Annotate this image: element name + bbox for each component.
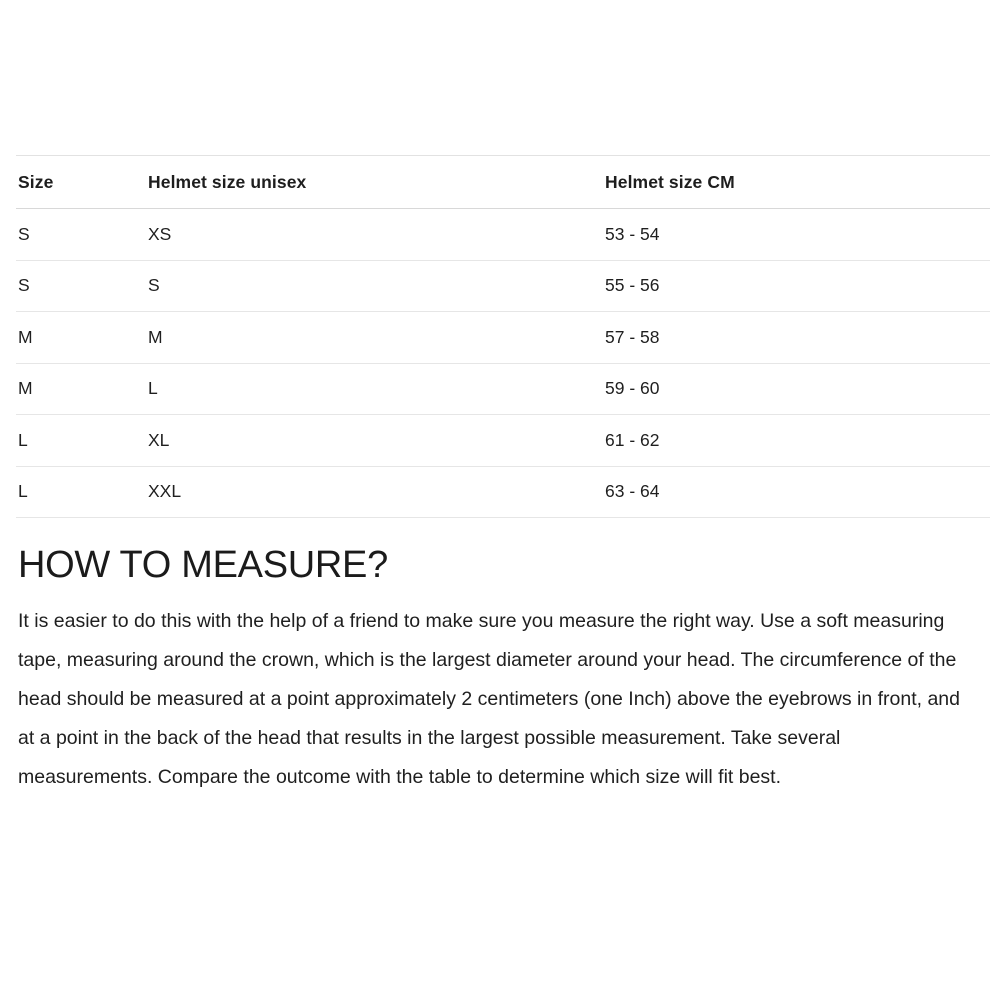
table-row — [16, 363, 990, 415]
table-header — [16, 156, 990, 209]
cell-helmet-size-cm: 53 - 54 — [603, 209, 990, 261]
cell-helmet-size-cm: 59 - 60 — [603, 363, 990, 415]
table-row — [16, 260, 990, 312]
column-header-helmet-size-cm: Helmet size CM — [603, 156, 990, 209]
column-header-size: Size — [16, 156, 146, 209]
cell-size: M — [16, 363, 146, 415]
table-row — [16, 209, 990, 261]
table-body — [16, 209, 990, 518]
cell-helmet-size-unisex: S — [146, 260, 603, 312]
column-header-helmet-size-unisex: Helmet size unisex — [146, 156, 603, 209]
cell-size: M — [16, 312, 146, 364]
cell-helmet-size-cm: 61 - 62 — [603, 415, 990, 467]
cell-helmet-size-unisex: XXL — [146, 466, 603, 518]
cell-helmet-size-cm: 57 - 58 — [603, 312, 990, 364]
section-paragraph: It is easier to do this with the help of a friend to make sure you measure the right way. Use a soft measuring tape, measuring around the crown, which is the largest diameter around your head. The circumference of the head should be measured at a point approximately 2 centimeters (one Inch) above the eyebrows in front, and at a point in the back of the head that results in the largest possible measurement. Take several measurements. Compare the outcome with the table to determine which size will fit best. — [18, 609, 960, 788]
cell-size: L — [16, 415, 146, 467]
cell-helmet-size-cm: 63 - 64 — [603, 466, 990, 518]
cell-helmet-size-unisex: M — [146, 312, 603, 364]
table-row — [16, 415, 990, 467]
cell-helmet-size-unisex: XL — [146, 415, 603, 467]
table-row — [16, 312, 990, 364]
cell-size: L — [16, 466, 146, 518]
cell-helmet-size-unisex: XS — [146, 209, 603, 261]
cell-size: S — [16, 209, 146, 261]
cell-helmet-size-cm: 55 - 56 — [603, 260, 990, 312]
cell-size: S — [16, 260, 146, 312]
cell-helmet-size-unisex: L — [146, 363, 603, 415]
helmet-size-table — [16, 155, 990, 518]
table-row — [16, 466, 990, 518]
table-header-row — [16, 156, 990, 209]
section-heading: HOW TO MEASURE? — [18, 544, 388, 586]
